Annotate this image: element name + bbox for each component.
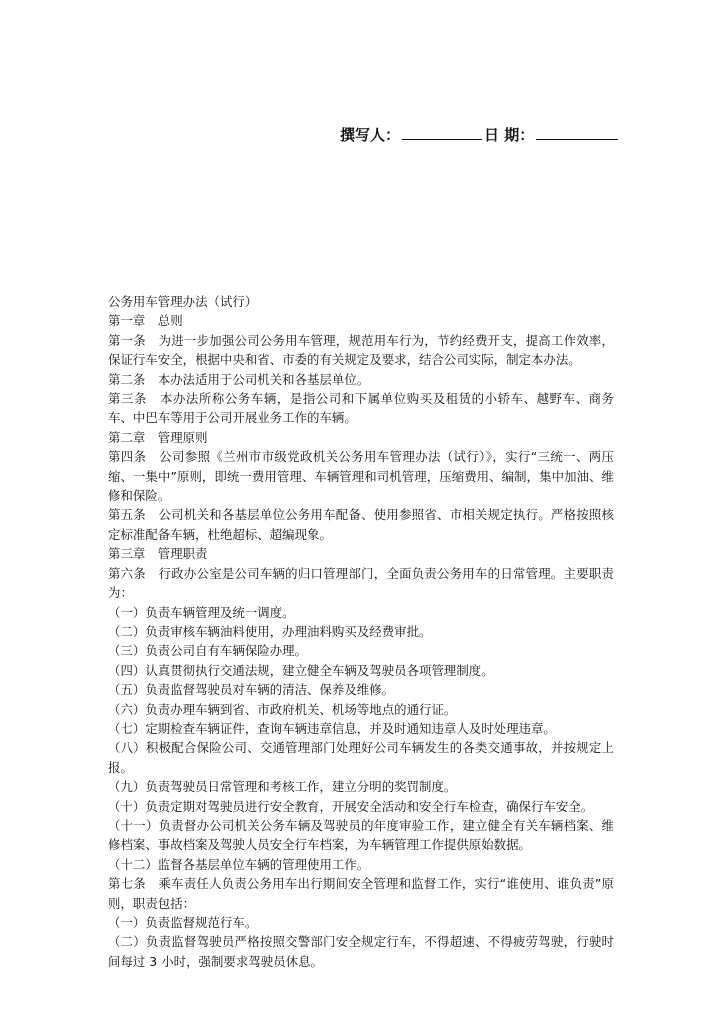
paragraph: （十二）监督各基层单位车辆的管理使用工作。 — [108, 856, 370, 872]
date-label: 日 期： — [484, 126, 535, 144]
author-blank — [402, 125, 482, 140]
paragraph: （三）负责公司自有车辆保险办理。 — [108, 643, 308, 659]
paragraph: （七）定期检查车辆证件，查询车辆违章信息，并及时通知违章人及时处理违章。 — [108, 720, 556, 736]
paragraph: 第七条 乘车责任人负责公务用车出行期间安全管理和监督工作，实行“谁使用、谁负责”原则，职责包括： — [108, 876, 614, 911]
paragraph: 第五条 公司机关和各基层单位公务用车配备、使用参照省、市相关规定执行。严格按照核定标准配备车辆，杜绝超标、超编现象。 — [108, 507, 614, 542]
paragraph: 第三章 管理职责 — [108, 546, 208, 562]
paragraph: （八）积极配合保险公司、交通管理部门处理好公司车辆发生的各类交通事故，并按规定上报。 — [108, 740, 614, 775]
date-blank — [536, 125, 618, 140]
author-date-line — [340, 124, 620, 146]
paragraph: 第六条 行政办公室是公司车辆的归口管理部门，全面负责公务用车的日常管理。主要职责为： — [108, 565, 614, 601]
paragraph: （二）负责监督驾驶员严格按照交警部门安全规定行车，不得超速、不得疲劳驾驶，行驶时间每过 3 小时，强制要求驾驶员休息。 — [108, 934, 614, 969]
paragraph: 第三条 本办法所称公务车辆，是指公司和下属单位购买及租赁的小轿车、越野车、商务车、中巴车等用于公司开展业务工作的车辆。 — [108, 391, 614, 426]
paragraph: （十一）负责督办公司机关公务车辆及驾驶员的年度审验工作，建立健全有关车辆档案、维修档案、事故档案及驾驶人员安全行车档案，为车辆管理工作提供原始数据。 — [108, 817, 614, 853]
author-label: 撰写人： — [340, 126, 401, 144]
paragraph: （一）负责车辆管理及统一调度。 — [108, 604, 295, 620]
paragraph: （四）认真贯彻执行交通法规，建立健全车辆及驾驶员各项管理制度。 — [108, 662, 494, 678]
paragraph: 第一章 总则 — [108, 313, 183, 329]
paragraph: （九）负责驾驶员日常管理和考核工作，建立分明的奖罚制度。 — [108, 779, 457, 795]
paragraph: （五）负责监督驾驶员对车辆的清洁、保养及维修。 — [108, 682, 395, 698]
paragraph: 第二章 管理原则 — [108, 429, 208, 445]
paragraph: （六）负责办理车辆到省、市政府机关、机场等地点的通行证。 — [108, 701, 457, 717]
paragraph: （二）负责审核车辆油料使用，办理油料购买及经费审批。 — [108, 623, 432, 639]
paragraph: 第二条 本办法适用于公司机关和各基层单位。 — [108, 371, 370, 387]
paragraph: （一）负责监督规范行车。 — [108, 915, 258, 930]
document-title: 公务用车管理办法（试行） — [108, 294, 258, 309]
paragraph: 第四条 公司参照《兰州市市级党政机关公务用车管理办法（试行）》，实行“三统一、两压缩、一集中”原则，即统一费用管理、车辆管理和司机管理，压缩费用、编制，集中加油、维修和保险。 — [108, 449, 614, 504]
paragraph: 第一条 为进一步加强公司公务用车管理，规范用车行为，节约经费开支，提高工作效率，保证行车安全，根据中央和省、市委的有关规定及要求，结合公司实际，制定本办法。 — [108, 332, 614, 368]
document-body — [108, 292, 614, 971]
paragraph: （十）负责定期对驾驶员进行安全教育，开展安全活动和安全行车检查，确保行车安全。 — [108, 798, 594, 814]
